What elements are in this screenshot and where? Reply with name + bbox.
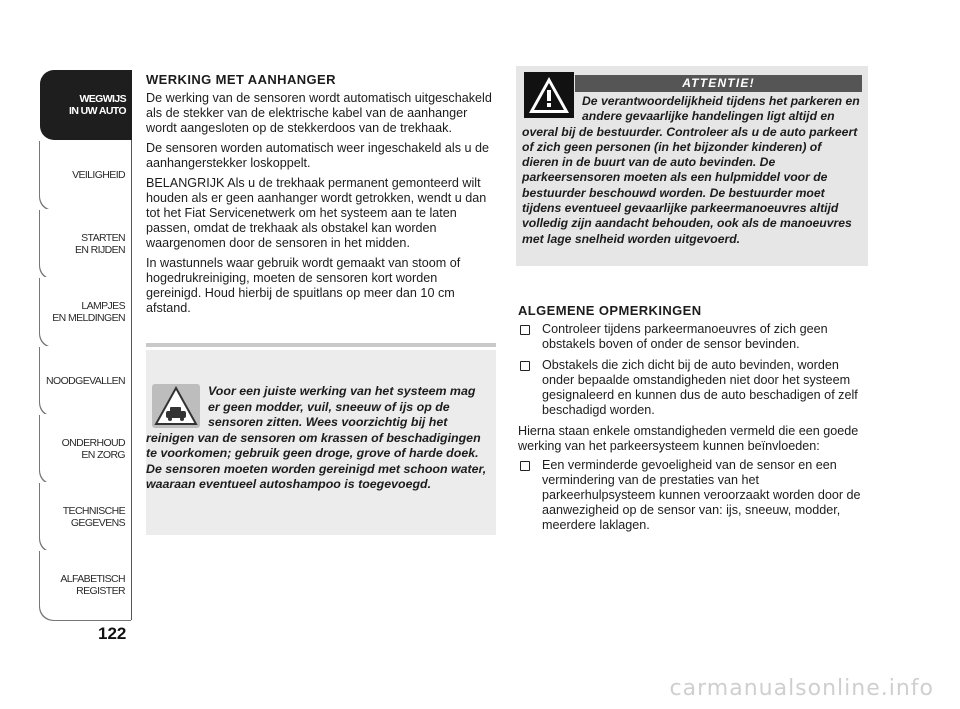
tab-label: ONDERHOUD EN ZORG [61,437,125,461]
tab-technische[interactable] [40,482,132,552]
section-heading: ALGEMENE OPMERKINGEN [518,303,702,318]
note-box [146,350,496,535]
tab-label: TECHNISCHE GEGEVENS [62,505,125,529]
list-item [518,322,864,352]
tab-label: WEGWIJS IN UW AUTO [69,93,126,117]
watermark: carmanualsonline.info [669,676,934,701]
divider [146,343,496,347]
tab-starten[interactable] [40,209,132,279]
list-item [518,458,864,533]
section-heading: WERKING MET AANHANGER [146,72,336,87]
warning-title: ATTENTIE! [575,75,862,92]
checkbox-bullet-icon [520,361,530,371]
tab-alfabetisch[interactable] [40,550,132,620]
tab-label: ALFABETISCH REGISTER [60,573,125,597]
list-item [518,358,864,418]
warning-box [516,66,868,266]
tab-label: NOODGEVALLEN [46,375,125,387]
car-caution-icon [152,384,200,428]
tab-label: STARTEN EN RIJDEN [74,232,125,256]
tab-veiligheid[interactable] [40,140,132,210]
page-number: 122 [98,624,127,643]
list-item-text: Obstakels die zich dicht bij de auto bevinden, worden onder bepaalde omstandigheden niet door het systeem gesignaleerd en kunnen dus de auto beschadigen of zelf beschadigd worden. [542,358,858,417]
tab-lampjes[interactable] [40,277,132,347]
tab-onderhoud[interactable] [40,414,132,484]
checkbox-bullet-icon [520,325,530,335]
left-column [146,72,496,321]
list-item-text: Een verminderde gevoeligheid van de sensor en een vermindering van de prestaties van het parkeerhulpsysteem kunnen veroorzaakt worden door de aanwezigheid op de sensor van: ijs, sneeuw, modder, meerdere laklagen. [542,458,861,532]
paragraph: In wastunnels waar gebruik wordt gemaakt van stoom of hogedrukreiniging, moeten de sensoren kort worden gereinigd. Houd hierbij de spuitlans op meer dan 10 cm afstand. [146,256,461,315]
right-column [518,303,864,539]
warning-triangle-icon [524,72,574,118]
paragraph: BELANGRIJK Als u de trekhaak permanent gemonteerd wilt houden als er geen aanhanger wordt getrokken, wendt u dan tot het Fiat Servicenetwerk om het systeem aan te laten passen, omdat de trekhaak als obstakel kan worden waargenomen door de sensoren in het midden. [146,176,487,250]
tab-wegwijs[interactable] [40,70,132,140]
tab-noodgevallen[interactable] [40,346,132,416]
checkbox-bullet-icon [520,461,530,471]
paragraph: Hierna staan enkele omstandigheden vermeld die een goede werking van het parkeersysteem kunnen beïnvloeden: [518,424,859,453]
tab-label: VEILIGHEID [72,169,125,181]
note-text: Voor een juiste werking van het systeem mag er geen modder, vuil, sneeuw of ijs op de sensoren zitten. Wees voorzichtig bij het reinigen van de sensoren om krassen of beschadigingen te voorkomen; gebruik geen droge, grove of harde doek. De sensoren moeten worden gereinigd met schoon water, waaraan eventueel autoshampoo is toegevoegd. [146,384,487,491]
paragraph: De werking van de sensoren wordt automatisch uitgeschakeld als de stekker van de elektrische kabel van de aanhanger wordt aangesloten op de stekkerdoos van de trekhaak. [146,91,492,135]
tab-label: LAMPJES EN MELDINGEN [52,300,125,324]
warning-text: De verantwoordelijkheid tijdens het parkeren en andere gevaarlijke handelingen ligt altijd en overal bij de bestuurder. Controleer als u de auto parkeert of zich geen personen (in het bijzonder kinderen) of dieren in de buurt van de auto bevinden. De parkeersensoren moeten als een hulpmiddel voor de bestuurder beschouwd worden. De bestuurder moet tijdens eventueel gevaarlijke parkeermanoeuvres altijd volledig zijn aandacht behouden, ook als de manoeuvres met lage snelheid worden uitgevoerd. [522,94,860,246]
list-item-text: Controleer tijdens parkeermanoeuvres of zich geen obstakels boven of onder de sensor bevinden. [542,322,828,351]
paragraph: De sensoren worden automatisch weer ingeschakeld als u de aanhangerstekker loskoppelt. [146,141,490,170]
